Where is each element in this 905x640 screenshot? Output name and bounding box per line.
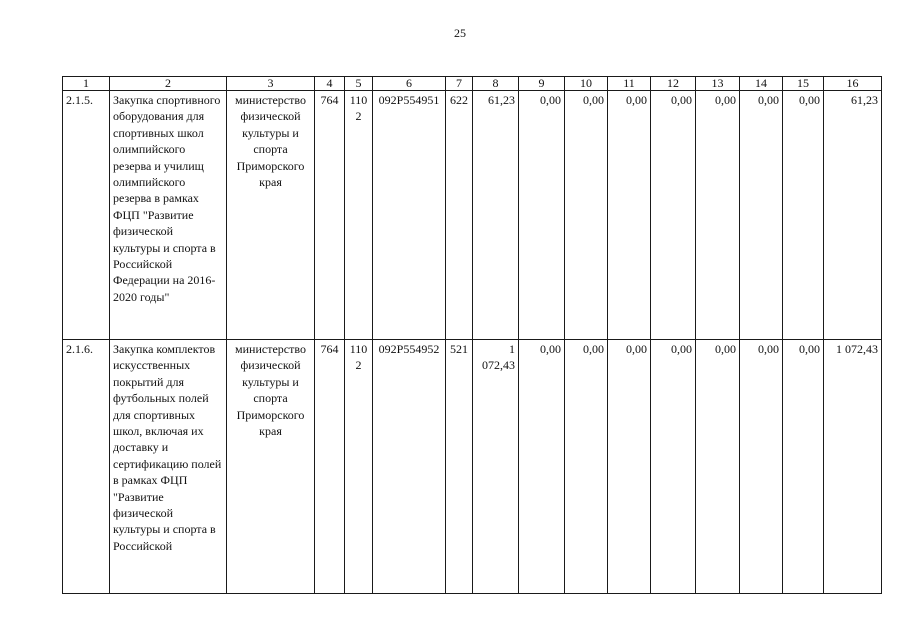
column-header: 14	[740, 77, 783, 91]
item-description-cell: Закупка спортивного оборудования для спортивных школ олимпийского резерва и училищ олимпийского резерва в рамках ФЦП "Развитие физической культуры и спорта в Российской Федерации на 2016-2020 годы"	[110, 91, 227, 340]
column-header: 2	[110, 77, 227, 91]
table-cell: 0,00	[783, 340, 824, 594]
table-cell: 0,00	[696, 340, 740, 594]
table-cell: 0,00	[651, 340, 696, 594]
table-cell: 61,23	[473, 91, 519, 340]
table-cell: 0,00	[608, 91, 651, 340]
item-number-cell: 2.1.6.	[63, 340, 110, 594]
column-header: 16	[824, 77, 882, 91]
responsible-agency-cell: министерство физической культуры и спорта Приморского края	[227, 91, 315, 340]
column-header: 5	[345, 77, 373, 91]
responsible-agency-cell: министерство физической культуры и спорта Приморского края	[227, 340, 315, 594]
column-header: 9	[519, 77, 565, 91]
page-number: 25	[454, 26, 466, 40]
table-row	[63, 91, 882, 340]
table-cell: 0,00	[608, 340, 651, 594]
column-header: 11	[608, 77, 651, 91]
item-description-cell: Закупка комплектов искусственных покрытий для футбольных полей для спортивных школ, включая их доставку и сертификацию полей в рамках ФЦП "Развитие физической культуры и спорта в Российской	[110, 340, 227, 594]
table-row	[63, 340, 882, 594]
table-cell: 0,00	[740, 91, 783, 340]
budget-table	[62, 76, 882, 594]
table-cell: 1 072,43	[824, 340, 882, 594]
table-cell: 0,00	[651, 91, 696, 340]
column-header: 1	[63, 77, 110, 91]
table-cell: 764	[315, 91, 345, 340]
table-cell: 1102	[345, 91, 373, 340]
column-header: 6	[373, 77, 446, 91]
column-header: 7	[446, 77, 473, 91]
table-cell: 0,00	[740, 340, 783, 594]
table-cell: 0,00	[696, 91, 740, 340]
table-cell: 622	[446, 91, 473, 340]
table-cell: 0,00	[565, 340, 608, 594]
item-number-cell: 2.1.5.	[63, 91, 110, 340]
column-header: 8	[473, 77, 519, 91]
table-cell: 092P554951	[373, 91, 446, 340]
table-cell: 092P554952	[373, 340, 446, 594]
table-cell: 1 072,43	[473, 340, 519, 594]
table-cell: 0,00	[565, 91, 608, 340]
column-header: 13	[696, 77, 740, 91]
table-cell: 0,00	[519, 340, 565, 594]
column-header: 10	[565, 77, 608, 91]
column-header: 15	[783, 77, 824, 91]
table-cell: 1102	[345, 340, 373, 594]
table-header-row	[63, 77, 882, 91]
table-cell: 61,23	[824, 91, 882, 340]
table-cell: 0,00	[783, 91, 824, 340]
column-header: 12	[651, 77, 696, 91]
table-cell: 0,00	[519, 91, 565, 340]
table-cell: 764	[315, 340, 345, 594]
column-header: 4	[315, 77, 345, 91]
column-header: 3	[227, 77, 315, 91]
table-cell: 521	[446, 340, 473, 594]
